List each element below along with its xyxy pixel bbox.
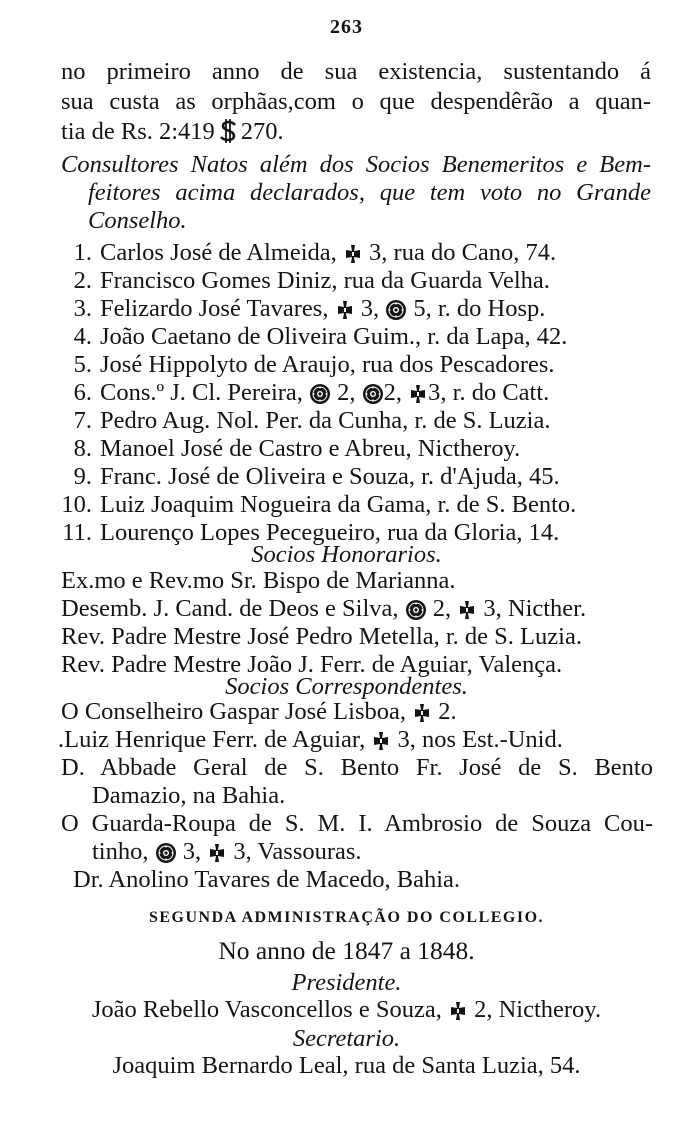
list-item <box>52 266 550 295</box>
order-cross-icon <box>207 843 227 863</box>
order-rosette-icon <box>309 383 331 405</box>
order-rosette-icon <box>405 599 427 621</box>
correspondentes-line-1 <box>61 697 457 726</box>
list-item <box>52 434 520 463</box>
entry-name: O Conselheiro Gaspar José Lisboa, <box>61 698 413 725</box>
list-item <box>52 238 556 267</box>
correspondentes-line-7: Dr. Anolino Tavares de Macedo, Bahia. <box>73 866 461 893</box>
list-item <box>52 378 549 407</box>
correspondentes-line-3: D. Abbade Geral de S. Bento Fr. José de S. Bento <box>61 754 653 781</box>
entry-name: tinho, <box>92 838 155 865</box>
entry-detail: 3, <box>176 838 208 865</box>
order-cross-icon <box>335 300 355 320</box>
correspondentes-line-2 <box>58 725 563 754</box>
consultores-heading-1: Consultores Natos além dos Socios Benemeritos e Bem- <box>61 151 651 178</box>
honorarios-line-4: Rev. Padre Mestre João J. Ferr. de Aguiar, Valença. <box>61 651 563 678</box>
section-heading-correspondentes: Socios Correspondentes. <box>225 673 468 700</box>
presidente-line <box>0 995 693 1024</box>
correspondentes-line-4: Damazio, na Bahia. <box>92 782 286 809</box>
item-detail: 3, rua do Cano, 74. <box>362 239 557 266</box>
item-name: Pedro Aug. Nol. Per. da Cunha, r. de S. Luzia. <box>100 407 551 434</box>
entry-detail: 2, Nictheroy. <box>467 996 602 1023</box>
intro-amount-cents: 270. <box>240 118 284 145</box>
item-number: 8. <box>73 435 92 462</box>
consultores-heading-3: Conselho. <box>88 207 187 234</box>
item-number: 4. <box>73 323 92 350</box>
item-name: Franc. José de Oliveira e Souza, r. d'Ajuda, 45. <box>100 463 560 490</box>
order-rosette-icon <box>362 383 384 405</box>
item-name: Manoel José de Castro e Abreu, Nictheroy. <box>100 435 521 462</box>
entry-name: Desemb. J. Cand. de Deos e Silva, <box>61 595 405 622</box>
item-number: 3. <box>73 295 92 322</box>
item-number: 5. <box>73 351 92 378</box>
item-detail: 2, <box>331 379 362 406</box>
item-name: Carlos José de Almeida, <box>100 239 343 266</box>
order-cross-icon <box>412 703 432 723</box>
item-name: João Caetano de Oliveira Guim., r. da Lapa, 42. <box>100 323 568 350</box>
item-number: 7. <box>73 407 92 434</box>
intro-amount: tia de Rs. 2:419 <box>61 118 215 145</box>
item-number: 2. <box>73 267 92 294</box>
entry-detail: 3, Vassouras. <box>227 838 362 865</box>
order-cross-icon <box>343 244 363 264</box>
item-name: Felizardo José Tavares, <box>100 295 335 322</box>
intro-line-2: sua custa as orphãas,com o que despendêrão a quan- <box>61 88 651 115</box>
item-detail: 5, r. do Hosp. <box>407 295 546 322</box>
order-cross-icon <box>408 384 428 404</box>
list-item <box>52 490 576 519</box>
honorarios-line-1: Ex.mo e Rev.mo Sr. Bispo de Marianna. <box>61 567 456 594</box>
list-item <box>52 294 545 323</box>
entry-detail: 3, nos Est.-Unid. <box>391 726 563 753</box>
order-rosette-icon <box>155 842 177 864</box>
reis-sign-icon <box>215 118 241 144</box>
item-number: 1. <box>73 239 92 266</box>
intro-line-3 <box>61 117 284 146</box>
entry-detail: 2. <box>432 698 457 725</box>
presidente-label: Presidente. <box>291 969 402 996</box>
item-detail: 2, <box>383 379 409 406</box>
honorarios-line-3: Rev. Padre Mestre José Pedro Metella, r. de S. Luzia. <box>61 623 582 650</box>
item-name: Luiz Joaquim Nogueira da Gama, r. de S. Bento. <box>100 491 577 518</box>
item-name: Lourenço Lopes Pecegueiro, rua da Gloria, 14. <box>100 519 560 546</box>
order-rosette-icon <box>385 299 407 321</box>
order-cross-icon <box>457 600 477 620</box>
item-number: 9. <box>73 463 92 490</box>
entry-detail: 3, Nicther. <box>477 595 587 622</box>
item-number: 11. <box>62 519 92 546</box>
item-detail: 3, r. do Catt. <box>428 379 550 406</box>
section-heading-honorarios: Socios Honorarios. <box>251 541 442 568</box>
order-cross-icon <box>448 1001 468 1021</box>
list-item <box>52 322 567 351</box>
item-number: 6. <box>73 379 92 406</box>
item-name: Cons.º J. Cl. Pereira, <box>100 379 310 406</box>
section-heading-segunda-administracao: SEGUNDA ADMINISTRAÇÃO DO COLLEGIO. <box>148 909 545 926</box>
correspondentes-line-5: O Guarda-Roupa de S. M. I. Ambrosio de Souza Cou- <box>61 810 653 837</box>
entry-name: .Luiz Henrique Ferr. de Aguiar, <box>58 726 372 753</box>
item-name: José Hippolyto de Araujo, rua dos Pescadores. <box>100 351 555 378</box>
honorarios-line-2 <box>61 594 586 623</box>
secretario-line: Joaquim Bernardo Leal, rua de Santa Luzia, 54. <box>112 1052 581 1079</box>
entry-detail: 2, <box>426 595 458 622</box>
entry-name: João Rebello Vasconcellos e Souza, <box>91 996 448 1023</box>
item-detail: 3, <box>354 295 386 322</box>
correspondentes-line-6 <box>92 837 362 866</box>
consultores-heading-2: feitores acima declarados, que tem voto no Grande <box>88 179 651 206</box>
page-number: 263 <box>330 16 363 38</box>
list-item <box>52 350 555 379</box>
order-cross-icon <box>371 731 391 751</box>
list-item <box>52 406 550 435</box>
secretario-label: Secretario. <box>292 1025 401 1052</box>
item-name: Francisco Gomes Diniz, rua da Guarda Velha. <box>100 267 550 294</box>
administration-year: No anno de 1847 a 1848. <box>218 936 475 965</box>
intro-line-1: no primeiro anno de sua existencia, sustentando á <box>61 58 651 85</box>
list-item <box>52 462 560 491</box>
item-number: 10. <box>61 491 92 518</box>
